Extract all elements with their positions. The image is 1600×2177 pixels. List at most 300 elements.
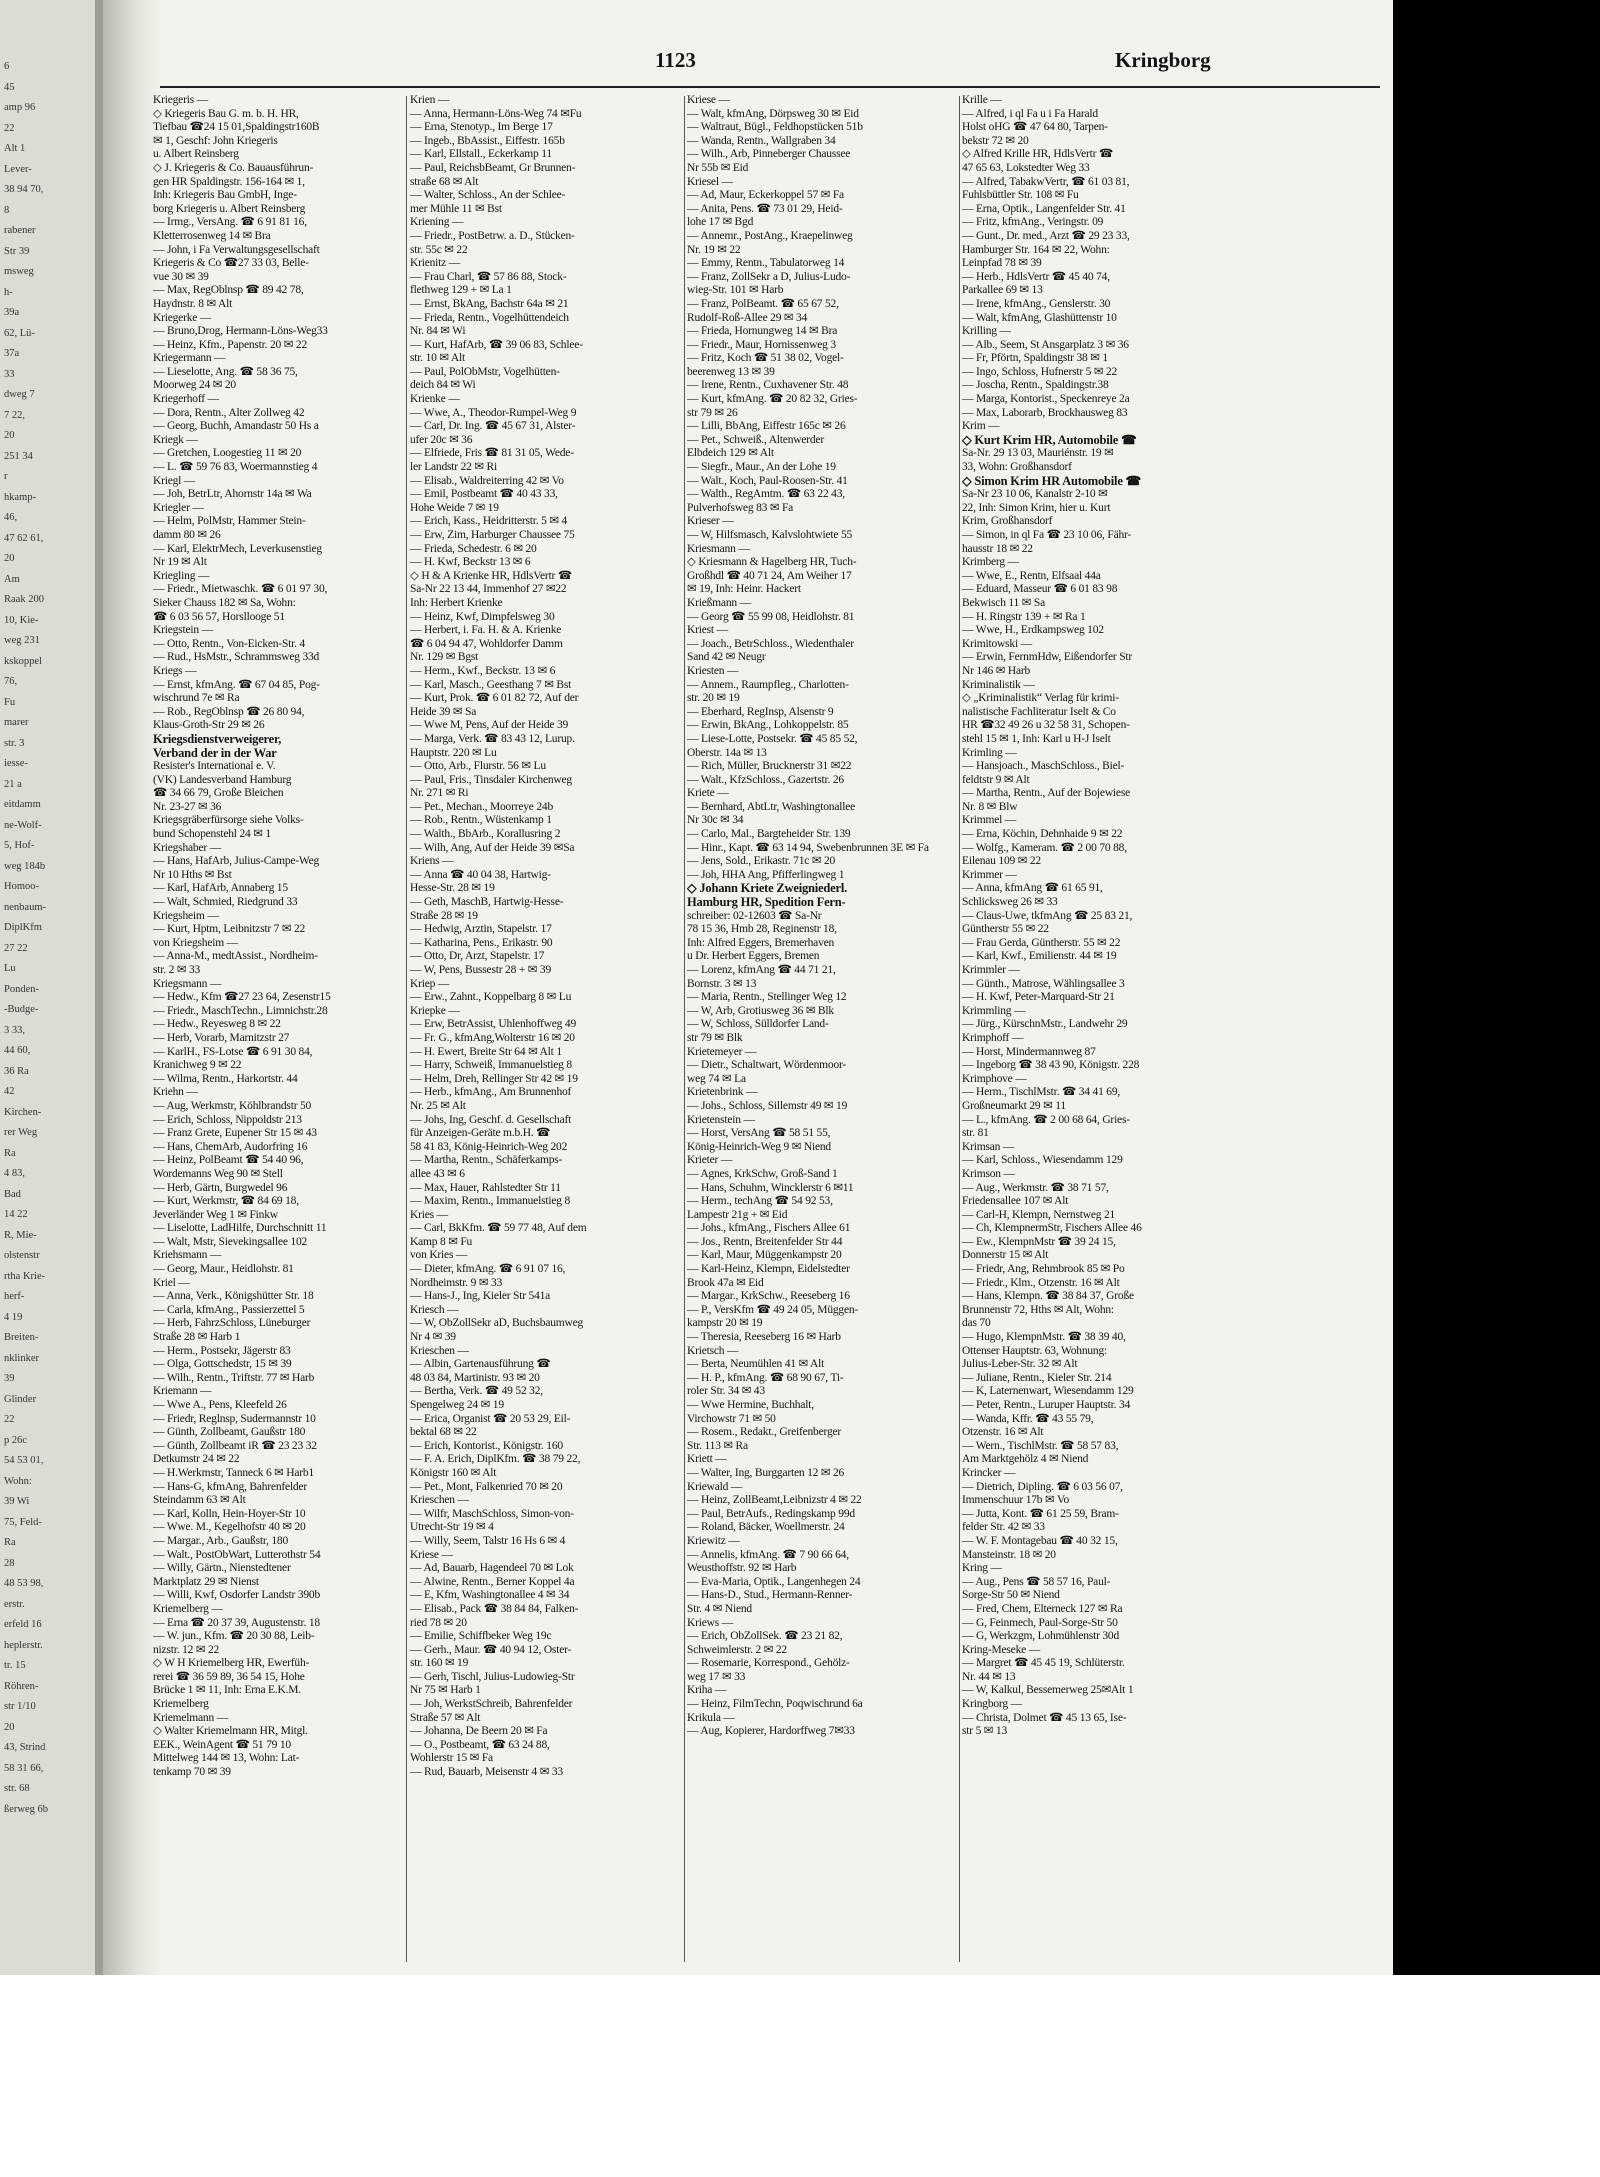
directory-entry-line: — E, Kfm, Washingtonallee 4 ✉ 34: [410, 1589, 570, 1602]
directory-entry-line: Inh: Herbert Krienke: [410, 596, 503, 609]
directory-entry-line: 47 65 63, Lokstedter Weg 33: [962, 161, 1090, 174]
directory-entry-line: Krim, Großhansdorf: [962, 515, 1053, 528]
directory-entry-line: — Karl, Masch., Geesthang 7 ✉ Bst: [410, 678, 572, 691]
directory-entry-line: — Erwin, BkAng., Lohkoppelstr. 85: [687, 719, 849, 732]
directory-entry-line: ☎ 6 03 56 57, Horsllooge 51: [153, 610, 285, 623]
facing-page-text: olstenstr: [4, 1250, 40, 1261]
page-number: 1123: [655, 48, 696, 72]
directory-entry-line: Krieser —: [687, 515, 734, 528]
directory-entry-line: Tiefbau ☎24 15 01,Spaldingstr160B: [153, 121, 320, 134]
directory-entry-line: — K, Laternenwart, Wiesendamm 129: [962, 1385, 1134, 1398]
directory-entry-line: — Ernst, kfmAng. ☎ 67 04 85, Pog-: [153, 678, 320, 691]
directory-entry-line: Klaus-Groth-Str 29 ✉ 26: [153, 719, 265, 732]
directory-entry-line: — Walt., Koch, Paul-Roosen-Str. 41: [687, 474, 848, 487]
directory-entry-line: Sand 42 ✉ Neugr: [687, 651, 766, 664]
directory-entry-line: — Gunt., Dr. med., Arzt ☎ 29 23 33,: [962, 229, 1130, 242]
directory-entry-line: Kriening —: [410, 216, 464, 229]
directory-entry-line: — Wolfg., Kameram. ☎ 2 00 70 88,: [962, 841, 1127, 854]
directory-entry-line: — Kurt, HafArb, ☎ 39 06 83, Schlee-: [410, 338, 583, 351]
facing-page-text: Glinder: [4, 1393, 37, 1405]
facing-page-text: 14 22: [4, 1209, 28, 1220]
column-separator: [684, 96, 685, 1962]
directory-entry-line: — Herm., Postsekr, Jägerstr 83: [153, 1344, 291, 1357]
facing-page-text: 7 22,: [4, 409, 25, 421]
directory-entry-line: allee 43 ✉ 6: [410, 1167, 465, 1180]
directory-entry-line: Hamburger Str. 164 ✉ 22, Wohn:: [962, 243, 1110, 256]
directory-entry-line: Bornstr. 3 ✉ 13: [687, 977, 757, 990]
directory-entry-line: Straße 28 ✉ 19: [410, 909, 478, 922]
directory-entry-line: ◇ Kriesmann & Hagelberg HR, Tuch-: [687, 556, 857, 569]
directory-entry-line: — Karl-Heinz, Klempn, Eidelstedter: [687, 1263, 850, 1276]
directory-entry-line: — Fritz, Koch ☎ 51 38 02, Vogel-: [687, 352, 844, 365]
facing-page-text: 39 Wi: [4, 1496, 30, 1507]
directory-entry-line: — Herb, Gärtn, Burgwedel 96: [153, 1181, 288, 1194]
directory-entry-line: Brücke 1 ✉ 11, Inh: Erna E.K.M.: [153, 1684, 302, 1697]
directory-entry-line: — H. Ringstr 139 + ✉ Ra 1: [962, 610, 1086, 623]
facing-page-text: 22: [4, 122, 15, 134]
directory-entry-line: Krimmel —: [962, 814, 1017, 827]
directory-entry-line: Kriegeris & Co ☎27 33 03, Belle-: [153, 257, 309, 270]
directory-entry-line: — Wanda, Rentn., Wallgraben 34: [687, 134, 836, 147]
directory-entry-line: str. 10 ✉ Alt: [410, 352, 465, 365]
directory-entry-line: — Herm., TischlMstr. ☎ 34 41 69,: [962, 1086, 1121, 1099]
directory-entry-line: Ottenser Hauptstr. 63, Wohnung:: [962, 1344, 1108, 1357]
facing-page-text: amp 96: [4, 102, 36, 113]
directory-entry-line: — Fr. G., kfmAng,Wolterstr 16 ✉ 20: [410, 1031, 575, 1044]
facing-page-text: weg 231: [4, 635, 40, 646]
directory-entry-line: — L., kfmAng. ☎ 2 00 68 64, Gries-: [962, 1113, 1130, 1126]
directory-entry-line: — Liese-Lotte, Postsekr. ☎ 45 85 52,: [687, 732, 858, 745]
facing-page-text: 62, Lü-: [4, 327, 35, 339]
directory-entry-line: Kranichweg 9 ✉ 22: [153, 1059, 242, 1072]
facing-page-text: 54 53 01,: [4, 1455, 44, 1466]
facing-page-text: 43, Strind: [4, 1742, 46, 1753]
directory-entry-line: Elbdeich 129 ✉ Alt: [687, 447, 774, 460]
directory-entry-line: — Rosemarie, Korrespond., Gehölz-: [687, 1657, 850, 1670]
directory-entry-line: Nr 75 ✉ Harb 1: [410, 1684, 481, 1697]
directory-entry-line: — Georg, Maur., Heidlohstr. 81: [153, 1263, 294, 1276]
directory-entry-line: Krieschen —: [410, 1494, 469, 1507]
directory-entry-line: — W, Hilfsmasch, Kalvslohtwiete 55: [687, 529, 853, 541]
directory-entry-line: Mittelweg 144 ✉ 13, Wohn: Lat-: [153, 1752, 300, 1765]
directory-entry-line: Königstr 160 ✉ Alt: [410, 1466, 497, 1479]
directory-entry-line: Wordemanns Weg 90 ✉ Stell: [153, 1167, 283, 1180]
facing-page-text: 5, Hof-: [4, 840, 35, 851]
directory-entry-line: — Agnes, KrkSchw, Groß-Sand 1: [687, 1167, 838, 1180]
directory-entry-line: — Joh, BetrLtr, Ahornstr 14a ✉ Wa: [153, 488, 312, 501]
directory-entry-line: — Friedr., Maur, Hornissenweg 3: [687, 338, 836, 351]
directory-entry-line: — Friedr., Mietwaschk. ☎ 6 01 97 30,: [153, 583, 328, 596]
directory-entry-line: Krikula —: [687, 1711, 735, 1724]
directory-entry-line: Kriemann —: [153, 1385, 212, 1398]
facing-page-text: erstr.: [4, 1598, 25, 1610]
directory-entry-line: — Otto, Dr, Arzt, Stapelstr. 17: [410, 950, 545, 963]
directory-entry-line: das 70: [962, 1317, 991, 1330]
directory-entry-line: — Hans, ChemArb, Audorfring 16: [153, 1140, 308, 1153]
facing-page-text: Lu: [4, 963, 16, 974]
facing-page-text: 4 19: [4, 1311, 23, 1323]
directory-entry-line: — Roland, Bäcker, Woellmerstr. 24: [687, 1521, 845, 1534]
directory-entry-line: Kriegsheim —: [153, 909, 219, 922]
directory-entry-line: — Hans-J., Ing, Kieler Str 541a: [410, 1290, 551, 1303]
directory-entry-line: Kriehsmann —: [153, 1249, 222, 1262]
directory-entry-line: ◇ Simon Krim HR Automobile ☎: [962, 474, 1141, 488]
facing-page-text: 36 Ra: [4, 1065, 29, 1077]
directory-entry-line: felder Str. 42 ✉ 33: [962, 1521, 1045, 1534]
directory-entry-line: — Herb., HdlsVertr ☎ 45 40 74,: [962, 270, 1110, 283]
directory-entry-line: Sieker Chauss 182 ✉ Sa, Wohn:: [153, 596, 296, 609]
directory-entry-line: — Kurt, Prok. ☎ 6 01 82 72, Auf der: [410, 692, 579, 705]
directory-entry-line: bekstr 72 ✉ 20: [962, 134, 1029, 147]
directory-entry-line: Nordheimstr. 9 ✉ 33: [410, 1276, 503, 1289]
directory-entry-line: — Eduard, Masseur ☎ 6 01 83 98: [962, 583, 1118, 596]
directory-entry-line: Leinpfad 78 ✉ 39: [962, 257, 1042, 270]
directory-entry-line: — Friedr, Ang, Rehmbrook 85 ✉ Po: [962, 1263, 1125, 1276]
directory-entry-line: Kriese —: [687, 94, 730, 106]
facing-page-text: str. 3: [4, 737, 25, 749]
directory-entry-line: HR ☎32 49 26 u 32 58 31, Schopen-: [962, 719, 1130, 732]
directory-entry-line: — Alfred, TabakwVertr, ☎ 61 03 81,: [962, 175, 1130, 188]
facing-page-text: 45: [4, 81, 15, 93]
facing-page-text: dweg 7: [4, 389, 35, 400]
directory-entry-line: ◇ J. Kriegeris & Co. Bauausführun-: [153, 161, 314, 174]
directory-entry-line: 78 15 36, Hmb 28, Reginenstr 18,: [687, 923, 837, 936]
directory-entry-line: — Wwe, A., Theodor-Rumpel-Weg 9: [410, 406, 577, 419]
directory-entry-line: — Jens, Sold., Erikastr. 71c ✉ 20: [687, 855, 836, 868]
directory-entry-line: — Aug, Kopierer, Hardorffweg 7✉33: [687, 1725, 855, 1738]
directory-entry-line: — Walt, kfmAng, Dörpsweg 30 ✉ Eid: [687, 107, 859, 120]
directory-entry-line: — Dieter, kfmAng. ☎ 6 91 07 16,: [410, 1263, 566, 1276]
directory-entry-line: — Katharina, Pens., Erikastr. 90: [410, 936, 553, 949]
directory-entry-line: — Siegfr., Maur., An der Lohe 19: [687, 461, 836, 474]
directory-entry-line: Hesse-Str. 28 ✉ 19: [410, 882, 495, 895]
directory-entry-line: — Helm, PolMstr, Hammer Stein-: [153, 515, 306, 528]
directory-entry-line: Fuhlsbüttler Str. 108 ✉ Fu: [962, 189, 1079, 202]
directory-entry-line: — Paul, PolObMstr, Vogelhütten-: [410, 365, 560, 378]
directory-entry-line: Kriemelmann —: [153, 1711, 229, 1724]
directory-entry-line: — W, ObZollSekr aD, Buchsbaumweg: [410, 1317, 584, 1330]
directory-entry-line: — Erich, Kass., Heidritterstr. 5 ✉ 4: [410, 515, 568, 528]
directory-entry-line: Brook 47a ✉ Eid: [687, 1276, 764, 1289]
directory-entry-line: stehl 15 ✉ 1, Inh: Karl u H-J Iselt: [962, 732, 1111, 745]
directory-entry-line: Kriesten —: [687, 664, 739, 677]
directory-entry-line: Parkallee 69 ✉ 13: [962, 284, 1043, 297]
directory-entry-line: lohe 17 ✉ Bgd: [687, 216, 754, 229]
directory-entry-line: — Frieda, Rentn., Vogelhüttendeich: [410, 311, 569, 324]
directory-entry-line: Krimphove —: [962, 1072, 1027, 1085]
facing-page-text: rer Weg: [4, 1127, 38, 1138]
directory-entry-line: — Ad, Bauarb, Hagendeel 70 ✉ Lok: [410, 1562, 574, 1575]
directory-entry-line: Julius-Leber-Str. 32 ✉ Alt: [962, 1358, 1078, 1371]
facing-page-text: nenbaum-: [4, 901, 46, 913]
directory-entry-line: — Walt., KfzSchloss., Gazertstr. 26: [687, 773, 844, 786]
directory-entry-line: Sa-Nr 23 10 06, Kanalstr 2-10 ✉: [962, 488, 1108, 501]
directory-entry-line: Detkumstr 24 ✉ 22: [153, 1453, 240, 1466]
directory-entry-line: — Heinz, ZollBeamt,Leibnizstr 4 ✉ 22: [687, 1494, 862, 1507]
directory-entry-line: ◇ W H Kriemelberg HR, Ewerfüh-: [153, 1657, 310, 1670]
directory-entry-line: Inh: Alfred Eggers, Bremerhaven: [687, 936, 835, 949]
directory-entry-line: Krincker —: [962, 1466, 1016, 1479]
facing-page-text: str 1/10: [4, 1701, 36, 1712]
directory-entry-line: — Walt., PostObWart, Lutterothstr 54: [153, 1548, 321, 1561]
directory-entry-line: — Olga, Gottschedstr, 15 ✉ 39: [153, 1358, 292, 1371]
directory-entry-line: — Wilh., Arb, Pinneberger Chaussee: [687, 148, 851, 161]
directory-entry-line: Kriest —: [687, 624, 728, 637]
directory-entry-line: Krießmann —: [687, 596, 751, 609]
directory-entry-line: Resister's International e. V.: [153, 760, 276, 773]
directory-entry-line: — Erwin, FernmHdw, Eißendorfer Str: [962, 651, 1133, 664]
facing-page-text: hkamp-: [4, 491, 37, 503]
facing-page-text: Lever-: [4, 163, 32, 175]
directory-entry-line: — Johs, Ing, Geschf. d. Gesellschaft: [410, 1113, 572, 1126]
directory-entry-line: damm 80 ✉ 26: [153, 529, 221, 541]
directory-entry-line: — Fritz, kfmAng., Veringstr. 09: [962, 216, 1104, 229]
directory-entry-line: (VK) Landesverband Hamburg: [153, 773, 292, 786]
directory-entry-line: — W. F. Montagebau ☎ 40 32 15,: [962, 1534, 1118, 1547]
directory-entry-line: Kriegshaber —: [153, 841, 221, 854]
directory-entry-line: str 5 ✉ 13: [962, 1725, 1008, 1738]
column-separator: [406, 96, 407, 1962]
directory-entry-line: Krimphoff —: [962, 1031, 1024, 1044]
directory-entry-line: — Aug., Werkmstr. ☎ 38 71 57,: [962, 1181, 1109, 1194]
directory-entry-line: Virchowstr 71 ✉ 50: [687, 1412, 776, 1425]
directory-entry-line: Kriewald —: [687, 1480, 743, 1493]
directory-entry-line: — Annemr., PostAng., Kraepelinweg: [687, 229, 853, 242]
directory-entry-line: Jeverländer Weg 1 ✉ Finkw: [153, 1208, 278, 1221]
directory-entry-line: Kriesel —: [687, 175, 733, 188]
directory-entry-line: Nr 30c ✉ 34: [687, 814, 744, 827]
directory-entry-line: Str. 4 ✉ Niend: [687, 1602, 752, 1615]
directory-entry-line: — Wwe M, Pens, Auf der Heide 39: [410, 719, 569, 732]
directory-entry-line: — Ingeb., BbAssist., Eiffestr. 165b: [410, 134, 565, 147]
directory-entry-line: — Heinz, FilmTechn, Poqwischrund 6a: [687, 1698, 863, 1711]
directory-entry-line: — Herb, Vorarb, Marnitzstr 27: [153, 1031, 290, 1044]
directory-entry-line: Kriegk —: [153, 433, 198, 446]
directory-entry-line: — H. P., kfmAng. ☎ 68 90 67, Ti-: [687, 1371, 844, 1384]
directory-entry-line: nalistische Fachliteratur Iselt & Co: [962, 705, 1116, 718]
directory-entry-line: — Friedr, Reglnsp, Sudermannstr 10: [153, 1412, 316, 1425]
directory-entry-line: Kriegerke —: [153, 311, 212, 324]
directory-entry-line: Bekwisch 11 ✉ Sa: [962, 596, 1045, 609]
directory-entry-line: — Alfred, i ql Fa u i Fa Harald: [962, 107, 1098, 120]
directory-entry-line: nizstr. 12 ✉ 22: [153, 1643, 220, 1656]
facing-page-text: 76,: [4, 676, 18, 687]
facing-page-text: kskoppel: [4, 655, 42, 667]
directory-entry-line: ried 78 ✉ 20: [410, 1616, 467, 1629]
directory-entry-line: — Otto, Arb., Flurstr. 56 ✉ Lu: [410, 760, 546, 773]
directory-entry-line: Am Marktgehölz 4 ✉ Niend: [962, 1453, 1089, 1466]
directory-entry-line: — Anna ☎ 40 04 38, Hartwig-: [410, 868, 551, 881]
facing-page-text: 39: [4, 1373, 15, 1384]
directory-entry-line: Krimberg —: [962, 556, 1019, 569]
facing-page-text: 75, Feld-: [4, 1516, 42, 1528]
directory-entry-line: — Lilli, BbAng, Eiffestr 165c ✉ 26: [687, 420, 846, 433]
directory-entry-line: Inh: Kriegeris Bau GmbH, Inge-: [153, 189, 297, 202]
facing-page-text: 38 94 70,: [4, 184, 44, 195]
directory-entry-line: — Bertha, Verk. ☎ 49 52 32,: [410, 1385, 543, 1398]
directory-entry-line: — Frau Gerda, Güntherstr. 55 ✉ 22: [962, 936, 1121, 949]
directory-entry-line: — Heinz, PolBeamt ☎ 54 40 96,: [153, 1154, 304, 1167]
directory-entry-line: Kriegerhoff —: [153, 393, 219, 406]
scan-border: [1393, 0, 1600, 1975]
directory-entry-line: Donnerstr 15 ✉ Alt: [962, 1249, 1049, 1262]
directory-entry-line: str 79 ✉ Blk: [687, 1031, 743, 1044]
directory-entry-line: — Anita, Pens. ☎ 73 01 29, Heid-: [687, 202, 843, 215]
directory-entry-line: ◇ Kurt Krim HR, Automobile ☎: [962, 433, 1137, 447]
directory-entry-line: — Franz, ZollSekr a D, Julius-Ludo-: [687, 270, 851, 283]
directory-entry-line: ◇ Johann Kriete Zweigniederl.: [687, 882, 848, 896]
directory-entry-line: Kriegl —: [153, 474, 196, 487]
directory-entry-line: Pulverhofsweg 83 ✉ Fa: [687, 501, 794, 514]
facing-page-text: str. 68: [4, 1783, 30, 1794]
directory-entry-line: vue 30 ✉ 39: [153, 270, 209, 283]
directory-entry-line: — H.Werkmstr, Tanneck 6 ✉ Harb1: [153, 1466, 315, 1479]
directory-entry-line: Krienitz —: [410, 257, 461, 270]
directory-entry-line: u. Albert Reinsberg: [153, 148, 239, 161]
directory-entry-line: 58 41 83, König-Heinrich-Weg 202: [410, 1140, 568, 1153]
directory-entry-line: Holst oHG ☎ 47 64 80, Tarpen-: [962, 121, 1108, 134]
directory-entry-line: — John, i Fa Verwaltungsgesellschaft: [153, 243, 320, 256]
directory-entry-line: rerei ☎ 36 59 89, 36 54 15, Hohe: [153, 1670, 305, 1683]
directory-entry-line: — Karl, HafArb, Annaberg 15: [153, 882, 288, 895]
directory-entry-line: — Willi, Kwf, Osdorfer Landstr 390b: [153, 1589, 321, 1602]
directory-entry-line: — H. Kwf, Beckstr 13 ✉ 6: [410, 556, 531, 569]
directory-entry-line: Krim —: [962, 420, 1000, 433]
directory-entry-line: — Carl, Dr. Ing. ☎ 45 67 31, Alster-: [410, 420, 576, 433]
directory-entry-line: — Rud., HsMstr., Schrammsweg 33d: [153, 651, 320, 664]
directory-entry-line: — Juliane, Rentn., Kieler Str. 214: [962, 1371, 1112, 1384]
directory-entry-line: Kring-Meseke —: [962, 1643, 1040, 1656]
directory-entry-line: — Elfriede, Fris ☎ 81 31 05, Wede-: [410, 447, 574, 460]
directory-entry-line: Sorge-Str 50 ✉ Niend: [962, 1589, 1060, 1602]
column-separator: [959, 96, 960, 1962]
directory-entry-line: 33, Wohn: Großhansdorf: [962, 461, 1072, 474]
directory-entry-line: Kriegsmann —: [153, 977, 222, 990]
directory-entry-line: — Walt, Schmied, Riedgrund 33: [153, 896, 298, 909]
directory-entry-line: Großhdl ☎ 40 71 24, Am Weiher 17: [687, 569, 852, 582]
directory-entry-line: — Hedw., Kfm ☎27 23 64, Zesenstr15: [153, 991, 331, 1004]
directory-entry-line: — Erna, Köchin, Dehnhaide 9 ✉ 22: [962, 828, 1123, 841]
directory-entry-line: — Wwe A., Pens, Kleefeld 26: [153, 1399, 287, 1411]
directory-entry-line: weg 74 ✉ La: [687, 1072, 746, 1085]
directory-entry-line: — Friedr., PostBetrw. a. D., Stücken-: [410, 229, 575, 242]
facing-page-text: Ra: [4, 1147, 16, 1159]
facing-page-text: r: [4, 471, 8, 482]
facing-page-text: 22: [4, 1414, 15, 1425]
directory-entry-line: Kriegsgräberfürsorge siehe Volks-: [153, 814, 304, 827]
directory-entry-line: Krietsch —: [687, 1344, 739, 1357]
directory-entry-line: — Pet., Mechan., Moorreye 24b: [410, 800, 554, 813]
directory-entry-line: — Karl, Maur, Müggenkampstr 20: [687, 1249, 842, 1262]
directory-entry-line: — Frieda, Schedestr. 6 ✉ 20: [410, 542, 537, 555]
directory-entry-line: — Günth, Zollbeamt iR ☎ 23 23 32: [153, 1439, 317, 1452]
directory-entry-line: — Jürg., KürschnMstr., Landwehr 29: [962, 1018, 1128, 1031]
directory-entry-line: — Fr, Pförtn, Spaldingstr 38 ✉ 1: [962, 352, 1108, 365]
directory-entry-line: — L. ☎ 59 76 83, Woermannstieg 4: [153, 461, 318, 474]
directory-entry-line: ◇ Kriegeris Bau G. m. b. H. HR,: [153, 107, 299, 120]
directory-entry-line: Krimmer —: [962, 868, 1017, 881]
directory-entry-line: Krietenbrink —: [687, 1086, 758, 1099]
directory-entry-line: — Carl, BkKfm. ☎ 59 77 48, Auf dem: [410, 1222, 587, 1235]
directory-entry-line: — Ew., KlempnMstr ☎ 39 24 15,: [962, 1235, 1116, 1248]
directory-entry-line: — Walt, Mstr, Sievekingsallee 102: [153, 1235, 308, 1248]
directory-entry-line: — Bernhard, AbtLtr, Washingtonallee: [687, 800, 856, 813]
directory-entry-line: Sa-Nr 22 13 44, Immenhof 27 ✉22: [410, 583, 567, 596]
header-rule: [160, 86, 1380, 88]
directory-entry-line: — Waltraut, Bügl., Feldhopstücken 51b: [687, 121, 863, 134]
directory-entry-line: — Friedr., MaschTechn., Limnichstr.28: [153, 1004, 328, 1017]
directory-entry-line: Nr 4 ✉ 39: [410, 1331, 456, 1344]
directory-entry-line: — Albin, Gartenausführung ☎: [410, 1358, 551, 1371]
directory-entry-line: — Emil, Postbeamt ☎ 40 43 33,: [410, 488, 558, 501]
facing-page-text: Röhren-: [4, 1680, 39, 1692]
directory-entry-line: — Lorenz, kfmAng ☎ 44 71 21,: [687, 964, 836, 976]
directory-entry-line: EEK., WeinAgent ☎ 51 79 10: [153, 1738, 291, 1751]
directory-entry-line: str. 81: [962, 1127, 989, 1140]
directory-entry-line: — Walt, kfmAng, Glashüttenstr 10: [962, 311, 1117, 324]
facing-page-text: R, Mie-: [4, 1229, 37, 1241]
directory-entry-line: Utrecht-Str 19 ✉ 4: [410, 1521, 494, 1534]
facing-page-text: h-: [4, 286, 13, 298]
directory-entry-line: hausstr 18 ✉ 22: [962, 542, 1033, 555]
directory-entry-line: — Rud, Bauarb, Meisenstr 4 ✉ 33: [410, 1766, 563, 1779]
directory-entry-line: — Anna-M., medtAssist., Nordheim-: [153, 950, 318, 963]
directory-entry-line: — Erich, ObZollSek. ☎ 23 21 82,: [687, 1630, 843, 1643]
directory-entry-line: — Rosem., Redakt., Greifenberger: [687, 1426, 842, 1439]
directory-entry-line: Kriegermann —: [153, 352, 226, 365]
directory-entry-line: — Gerh., Maur. ☎ 40 94 12, Oster-: [410, 1643, 572, 1656]
directory-entry-line: Krien —: [410, 94, 450, 106]
facing-page-text: 21 a: [4, 778, 22, 790]
directory-entry-line: — Kurt, Werkmstr, ☎ 84 69 18,: [153, 1195, 299, 1208]
directory-entry-line: — Herm., Kwf., Beckstr. 13 ✉ 6: [410, 664, 556, 677]
directory-entry-line: — Wilh., Rentn., Triftstr. 77 ✉ Harb: [153, 1371, 315, 1384]
directory-entry-line: str. 2 ✉ 33: [153, 964, 201, 976]
directory-entry-line: — Ernst, BkAng, Bachstr 64a ✉ 21: [410, 297, 569, 310]
directory-entry-line: Nr. 19 ✉ 22: [687, 243, 741, 256]
directory-entry-line: — Walth., RegAmtm. ☎ 63 22 43,: [687, 488, 845, 501]
directory-entry-line: Kriesmann —: [687, 542, 750, 555]
directory-entry-line: Nr 19 ✉ Alt: [153, 556, 207, 569]
directory-entry-line: Krieter —: [687, 1154, 733, 1167]
directory-entry-line: — Ingeborg ☎ 38 43 90, Königstr. 228: [962, 1059, 1140, 1072]
directory-entry-line: — Joach., BetrSchloss., Wiedenthaler: [687, 637, 854, 650]
directory-entry-line: kampstr 20 ✉ 19: [687, 1317, 763, 1330]
directory-entry-line: — Wwe, E., Rentn, Elfsaal 44a: [962, 569, 1101, 582]
directory-entry-line: — W. jun., Kfm. ☎ 20 30 88, Leib-: [153, 1630, 315, 1643]
directory-entry-line: — Wwe, H., Erdkampsweg 102: [962, 624, 1104, 637]
directory-entry-line: Krimmling —: [962, 1004, 1026, 1017]
directory-entry-line: ◇ Alfred Krille HR, HdlsVertr ☎: [962, 148, 1114, 161]
directory-entry-line: — Claus-Uwe, tkfmAng ☎ 25 83 21,: [962, 909, 1133, 922]
directory-entry-line: Nr. 8 ✉ Blw: [962, 800, 1018, 813]
directory-entry-line: — Margar., Arb., Gaußstr, 180: [153, 1534, 289, 1547]
facing-page-text: 58 31 66,: [4, 1762, 44, 1774]
directory-entry-line: ◇ H & A Krienke HR, HdlsVertr ☎: [410, 569, 572, 582]
directory-entry-line: — Pet., Mont, Falkenried 70 ✉ 20: [410, 1480, 563, 1493]
directory-entry-line: — Harry, Schweiß, Immanuelstieg 8: [410, 1059, 572, 1072]
directory-entry-line: — Horst, VersAng ☎ 58 51 55,: [687, 1127, 831, 1140]
facing-page-text: 44 60,: [4, 1045, 31, 1056]
directory-entry-line: ☎ 34 66 79, Große Bleichen: [153, 787, 284, 800]
directory-entry-line: Wohlerstr 15 ✉ Fa: [410, 1752, 493, 1765]
directory-entry-line: — Günth., Matrose, Wählingsallee 3: [962, 977, 1125, 990]
directory-entry-line: schreiber: 02-12603 ☎ Sa-Nr: [687, 909, 822, 922]
directory-entry-line: — Joh, HHA Ang, Pfifferlingweg 1: [687, 868, 845, 881]
directory-entry-line: Kriemelberg —: [153, 1602, 223, 1615]
directory-entry-line: — Wilma, Rentn., Harkortstr. 44: [153, 1072, 298, 1085]
directory-entry-line: mer Mühle 11 ✉ Bst: [410, 202, 502, 215]
